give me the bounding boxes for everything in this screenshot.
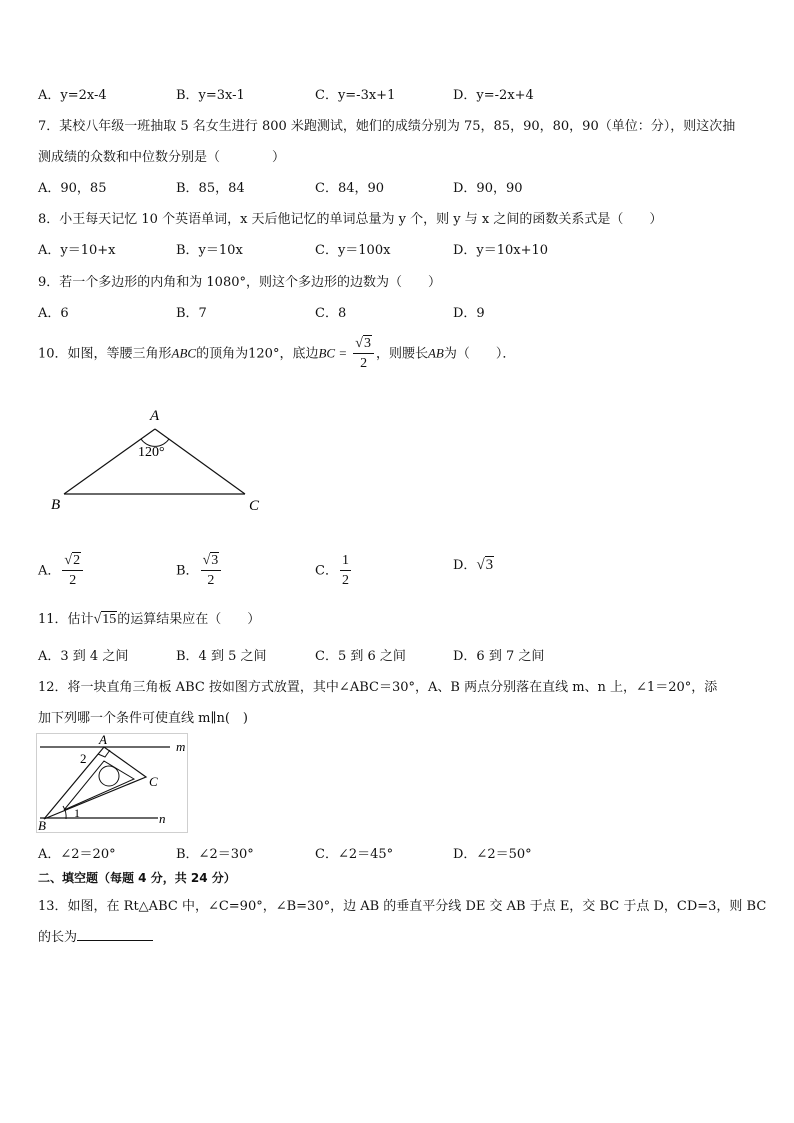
q11-sqrt: √15 (93, 612, 117, 627)
q6-option-a: A．y=2x-4 (38, 88, 107, 103)
q12-option-c: C．∠2＝45° (315, 847, 394, 862)
q10-label-c: C (249, 498, 260, 514)
q8-option-b: B．y＝10x (176, 243, 243, 258)
q12-label-n: n (159, 811, 166, 826)
q12-label-2: 2 (80, 751, 87, 766)
section-2-title: 二、填空题（每题 4 分，共 24 分） (38, 871, 236, 885)
q7-option-c: C．84，90 (315, 181, 385, 196)
q10-option-d: D．√3 (453, 557, 494, 573)
q10-side-ac (155, 429, 245, 494)
q9-option-a: A．6 (38, 306, 69, 321)
q12-stem-line2: 加下列哪一个条件可使直线 m∥n( ) (38, 711, 248, 726)
q9-option-c: C．8 (315, 306, 347, 321)
q9-option-b: B．7 (176, 306, 207, 321)
q6-options (38, 84, 598, 104)
q11-option-d: D．6 到 7 之间 (453, 649, 545, 664)
q10-bc-fraction: $\frac{√3}{2}$ (353, 337, 374, 371)
q10-angle-label: 120° (138, 445, 165, 460)
q8-option-a: A．y＝10+x (38, 243, 116, 258)
q10-bc-denominator: 2 (360, 356, 368, 371)
q12-right-angle-mark (98, 750, 110, 757)
q12-option-d: D．∠2＝50° (453, 847, 532, 862)
q7-stem-line2: 测成绩的众数和中位数分别是（ ） (38, 150, 286, 165)
q6-option-c: C．y=-3x+1 (315, 88, 396, 103)
q11-option-c: C．5 到 6 之间 (315, 649, 406, 664)
q10-bc-eq: BC = (318, 345, 348, 361)
q12-figure (36, 733, 196, 833)
q12-option-a: A．∠2＝20° (38, 847, 116, 862)
q8-option-d: D．y＝10x+10 (453, 243, 549, 258)
q13-stem-line2 (38, 926, 153, 945)
q10-option-c: C． $\frac{1}{2}$ (315, 553, 349, 588)
q12-outer-triangle (44, 747, 146, 819)
q10-label-a: A (150, 408, 160, 424)
q8-options (38, 239, 598, 259)
q10-option-b: B． $\frac{√3}{2}$ (176, 554, 223, 588)
q9-stem: 9．若一个多边形的内角和为 1080°，则这个多边形的边数为（ ） (38, 275, 441, 290)
q11-suffix: 的运算结果应在（ ） (117, 612, 261, 627)
q11-option-a: A．3 到 4 之间 (38, 649, 129, 664)
q10-ab: AB (427, 345, 444, 361)
q8-stem: 8．小王每天记忆 10 个英语单词，x 天后他记忆的单词总量为 y 个，则 y 与 x 之间的函数关系式是（ ） (38, 212, 663, 227)
q10-suffix-b: 为（ ）． (443, 346, 516, 362)
q7-option-d: D．90，90 (453, 181, 523, 196)
q12-stem-line1: 12．将一块直角三角板 ABC 按如图方式放置，其中∠ABC＝30°，A、B 两点分别落在直线 m、n 上，∠1＝20°，添 (38, 680, 718, 695)
q11-option-b: B．4 到 5 之间 (176, 649, 267, 664)
q7-options (38, 177, 598, 197)
q7-stem-line1: 7．某校八年级一班抽取 5 名女生进行 800 米跑测试，她们的成绩分别为 75，85，90，80，90（单位：分），则这次抽 (38, 119, 736, 134)
q10-label-b: B (51, 497, 61, 513)
q10-angle: 120° (248, 346, 280, 362)
q10-options (38, 544, 598, 586)
q10-stem (38, 337, 515, 371)
q13-stem-line1: 13．如图，在 Rt△ABC 中，∠C=90°，∠B=30°，边 AB 的垂直平分线 DE 交 AB 于点 E，交 BC 于点 D，CD=3，则 BC (38, 899, 767, 914)
q13-answer-blank[interactable] (77, 928, 153, 941)
q12-circle-hole (99, 766, 119, 786)
q12-label-c: C (149, 774, 158, 789)
q10-side-ab (64, 429, 155, 494)
q11-stem (38, 608, 260, 628)
q12-label-m: m (176, 739, 186, 754)
q10-option-a: A． $\frac{√2}{2}$ (38, 554, 85, 588)
q7-option-b: B．85，84 (176, 181, 245, 196)
q10-bc-radicand: 3 (363, 336, 371, 351)
q12-option-b: B．∠2＝30° (176, 847, 254, 862)
q6-option-d: D．y=-2x+4 (453, 88, 534, 103)
q11-radicand: 15 (102, 612, 117, 627)
q9-options (38, 302, 598, 322)
q10-prefix: 10．如图，等腰三角形 (38, 346, 172, 362)
q12-label-b: B (38, 818, 46, 833)
q12-label-1: 1 (74, 806, 80, 820)
q10-triangle-name: ABC (171, 345, 197, 361)
q8-option-c: C．y＝100x (315, 243, 391, 258)
q12-label-a: A (99, 733, 107, 747)
q10-suffix-a: ，则腰长 (375, 346, 428, 362)
q12-options (38, 843, 598, 863)
q10-mid: 的顶角为 (196, 346, 249, 362)
q7-option-a: A．90，85 (38, 181, 107, 196)
q12-inner-triangle (64, 761, 134, 810)
q11-options (38, 645, 598, 665)
q9-option-d: D．9 (453, 306, 485, 321)
q10-mid2: ，底边 (279, 346, 319, 362)
q13-stem-line2-text: 的长为 (38, 930, 78, 945)
q10-triangle-figure (40, 402, 280, 522)
q11-prefix: 11．估计 (38, 612, 94, 627)
q6-option-b: B．y=3x-1 (176, 88, 245, 103)
